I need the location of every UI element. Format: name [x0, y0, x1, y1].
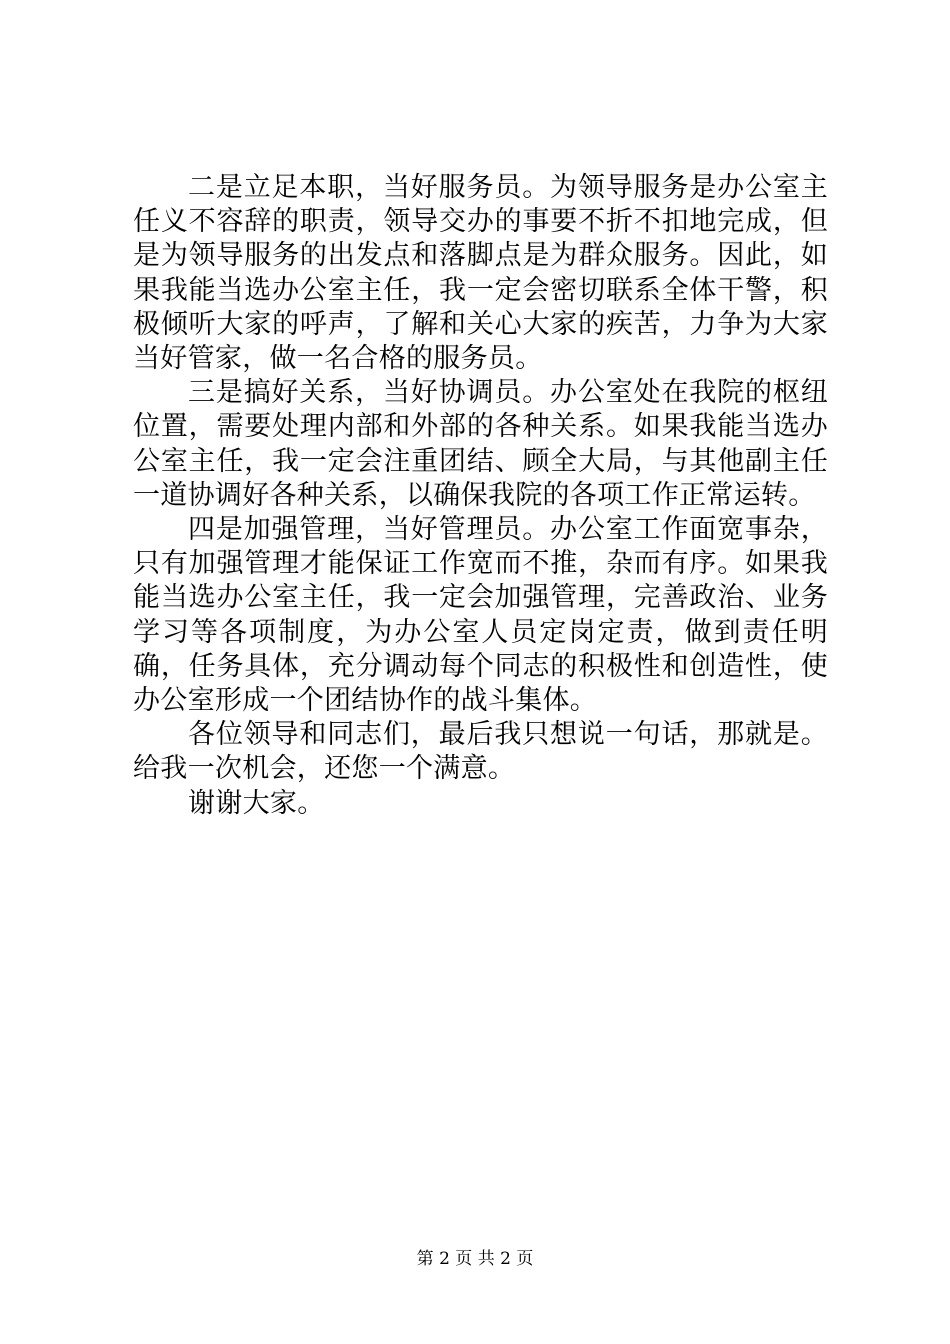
paragraph-management: 四是加强管理，当好管理员。办公室工作面宽事杂，只有加强管理才能保证工作宽而不推，杂而有序。如果我能当选办公室主任，我一定会加强管理，完善政治、业务学习等各项制度，为办公室人员定岗定责，做到责任明确，任务具体，充分调动每个同志的积极性和创造性，使办公室形成一个团结协作的战斗集体。 [133, 514, 828, 717]
paragraph-closing: 各位领导和同志们，最后我只想说一句话，那就是。给我一次机会，还您一个满意。 [133, 719, 828, 785]
paragraph-thanks: 谢谢大家。 [188, 787, 325, 819]
page-number-footer: 第 2 页 共 2 页 [416, 1249, 534, 1269]
document-body [133, 171, 828, 821]
paragraph-service: 二是立足本职，当好服务员。为领导服务是办公室主任义不容辞的职责，领导交办的事要不折不扣地完成，但是为领导服务的出发点和落脚点是为群众服务。因此，如果我能当选办公室主任，我一定会密切联系全体干警，积极倾听大家的呼声，了解和关心大家的疾苦，力争为大家当好管家，做一名合格的服务员。 [133, 172, 828, 375]
paragraph-coordination: 三是搞好关系，当好协调员。办公室处在我院的枢纽位置，需要处理内部和外部的各种关系。如果我能当选办公室主任，我一定会注重团结、顾全大局，与其他副主任一道协调好各种关系，以确保我院的各项工作正常运转。 [133, 377, 828, 511]
